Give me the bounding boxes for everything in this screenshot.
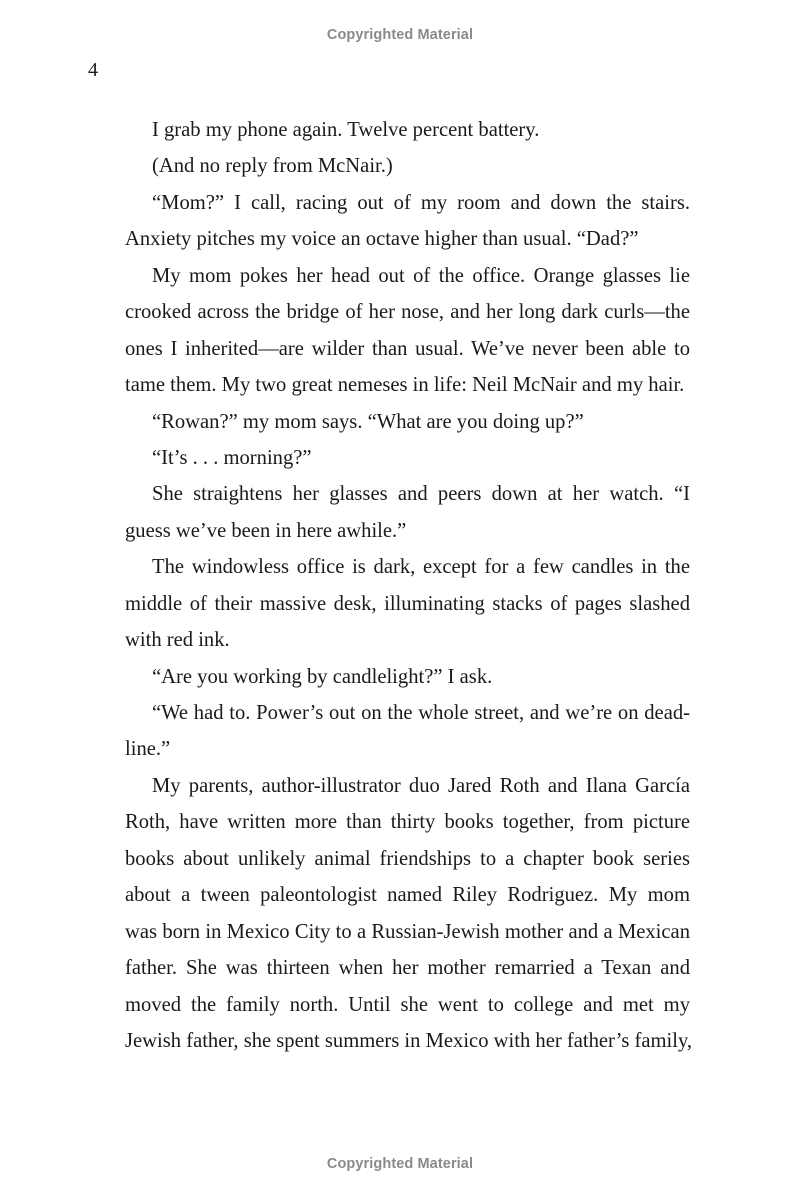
text-line: I grab my phone again. Twelve percent battery. <box>152 119 540 141</box>
text-line: “We had to. Power’s out on the whole street, and we’re on dead- <box>152 702 690 724</box>
text-line: father. She was thirteen when her mother remarried a Texan and <box>125 957 690 980</box>
text-line: “Are you working by candlelight?” I ask. <box>152 665 493 688</box>
text-line: tame them. My two great nemeses in life: Neil McNair and my hair. <box>125 374 685 397</box>
text-line: crooked across the bridge of her nose, and her long dark curls—the <box>125 301 690 324</box>
text-line: guess we’ve been in here awhile.” <box>125 519 407 542</box>
text-line: line.” <box>125 738 171 761</box>
book-body-text <box>125 112 693 1059</box>
copyright-watermark-bottom: Copyrighted Material <box>326 1156 474 1172</box>
text-line: Anxiety pitches my voice an octave higher than usual. “Dad?” <box>125 228 639 251</box>
text-line: books about unlikely animal friendships to a chapter book series <box>125 847 690 870</box>
text-line: about a tween paleontologist named Riley Rodriguez. My mom <box>125 884 690 907</box>
page-number: 4 <box>88 59 98 81</box>
text-line: moved the family north. Until she went to college and met my <box>125 993 690 1016</box>
text-line: Roth, have written more than thirty books together, from picture <box>125 811 690 834</box>
text-line: My mom pokes her head out of the office. Orange glasses lie <box>152 264 690 287</box>
text-line: My parents, author-illustrator duo Jared Roth and Ilana García <box>152 774 690 797</box>
text-line: middle of their massive desk, illuminating stacks of pages slashed <box>125 592 690 615</box>
text-line: “Mom?” I call, racing out of my room and down the stairs. <box>152 191 690 214</box>
text-line: “Rowan?” my mom says. “What are you doing up?” <box>152 410 584 433</box>
text-line: The windowless office is dark, except for a few candles in the <box>152 556 690 579</box>
text-line: Jewish father, she spent summers in Mexico with her father’s family, <box>125 1029 693 1052</box>
text-line: ones I inherited—are wilder than usual. We’ve never been able to <box>125 337 690 360</box>
text-line: (And no reply from McNair.) <box>152 155 393 178</box>
text-line: with red ink. <box>125 629 230 652</box>
text-line: “It’s . . . morning?” <box>152 446 312 469</box>
text-line: She straightens her glasses and peers down at her watch. “I <box>152 483 690 506</box>
copyright-watermark-top: Copyrighted Material <box>326 27 474 43</box>
text-line: was born in Mexico City to a Russian-Jewish mother and a Mexican <box>125 920 690 943</box>
